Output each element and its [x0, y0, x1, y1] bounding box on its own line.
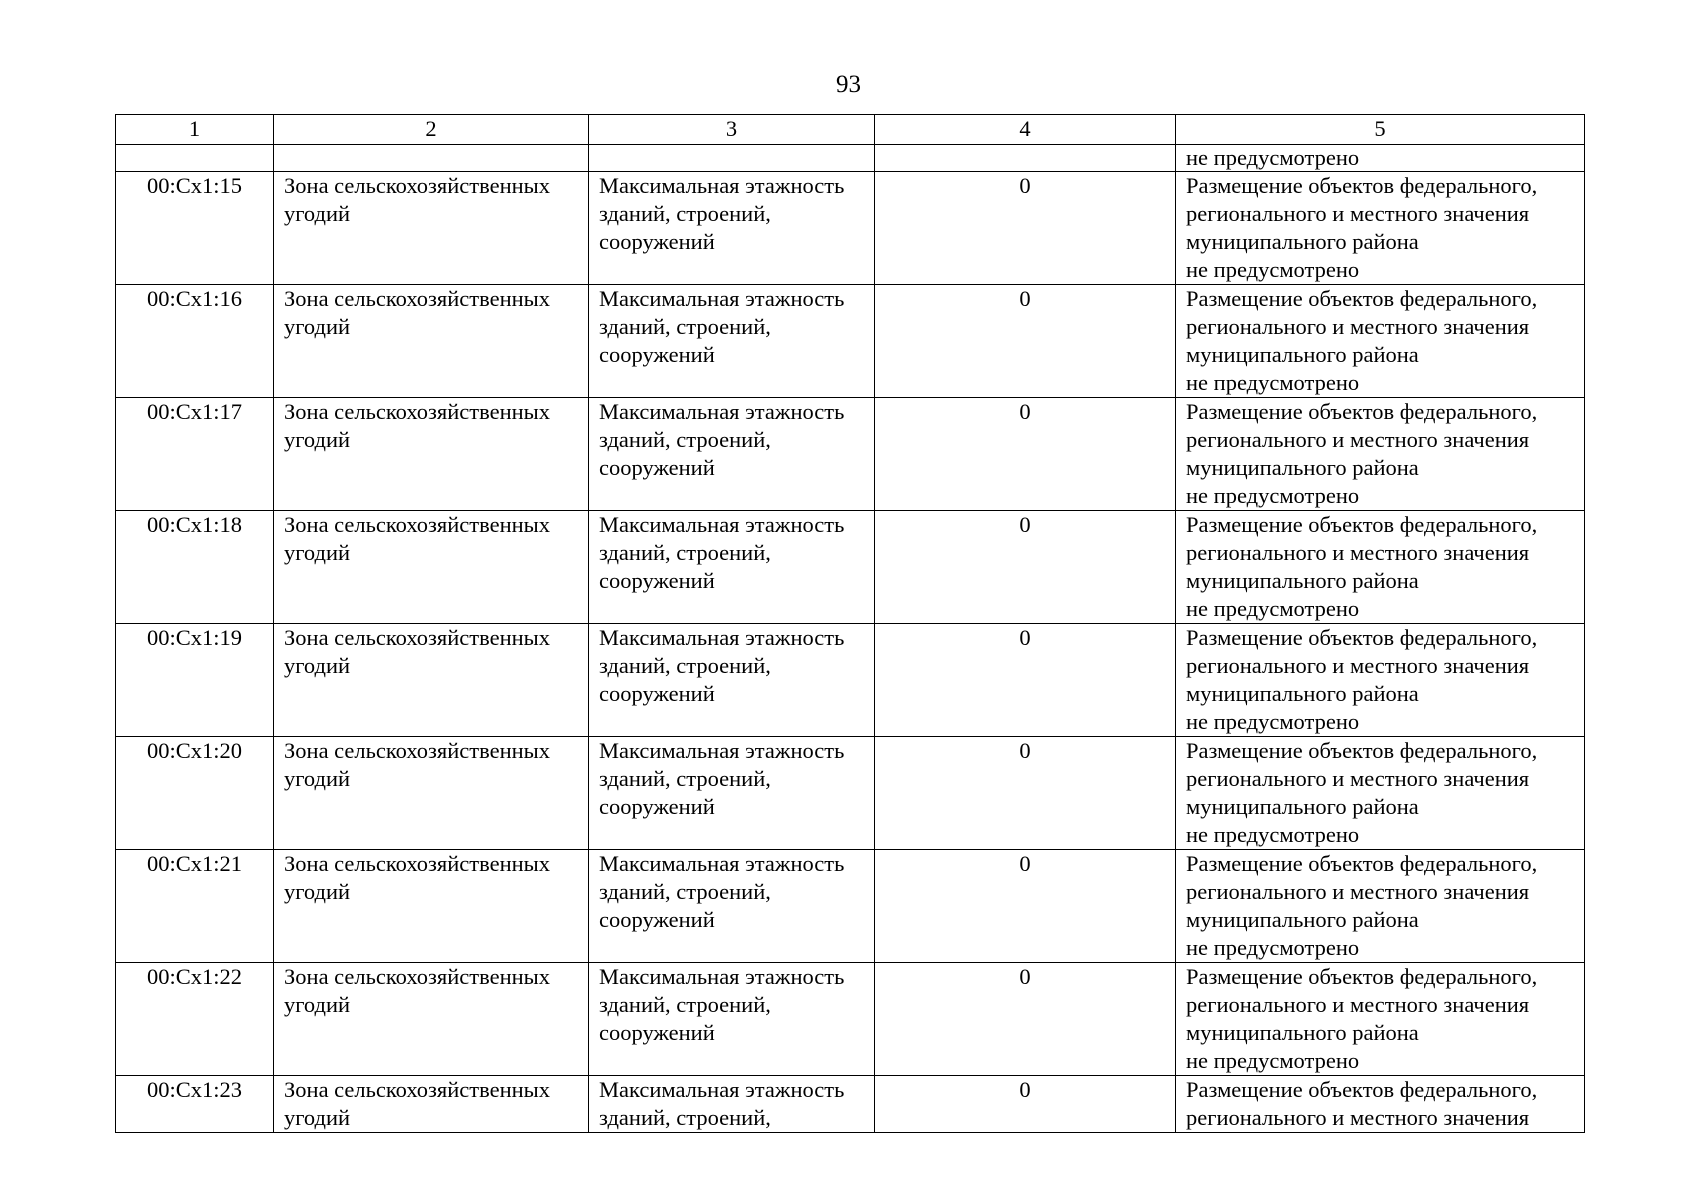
note-cell-line: муниципального района — [1186, 455, 1419, 480]
parameter-cell-line: сооружений — [599, 455, 715, 480]
parameter-cell-line: сооружений — [599, 342, 715, 367]
parameter-cell-line: зданий, строений, — [599, 201, 771, 226]
zone-code-cell: 00:Сх1:22 — [116, 963, 274, 1076]
table-header-row — [116, 115, 1585, 145]
parameter-value-cell: 0 — [875, 850, 1176, 963]
parameter-cell-line: зданий, строений, — [599, 427, 771, 452]
parameter-cell-line: Максимальная этажность — [599, 399, 845, 424]
parameter-cell — [589, 511, 875, 624]
zoning-table — [115, 114, 1585, 1133]
zone-name-cell — [274, 398, 589, 511]
continuation-cell-1 — [116, 145, 274, 172]
page-number: 93 — [836, 71, 861, 98]
continuation-cell-5: не предусмотрено — [1176, 145, 1585, 172]
zone-code-cell: 00:Сх1:21 — [116, 850, 274, 963]
note-cell-line: не предусмотрено — [1186, 935, 1360, 960]
parameter-cell-line: зданий, строений, — [599, 992, 771, 1017]
note-cell-line: регионального и местного значения — [1186, 201, 1530, 226]
parameter-cell — [589, 285, 875, 398]
table-row — [116, 737, 1585, 850]
zone-name-cell-line: Зона сельскохозяйственных — [284, 286, 551, 311]
note-cell-line: Размещение объектов федерального, — [1186, 964, 1538, 989]
column-number-2: 2 — [274, 115, 589, 145]
parameter-value-cell: 0 — [875, 511, 1176, 624]
parameter-cell-line: Максимальная этажность — [599, 512, 845, 537]
parameter-value-cell: 0 — [875, 963, 1176, 1076]
parameter-cell-line: Максимальная этажность — [599, 964, 845, 989]
parameter-cell-line: Максимальная этажность — [599, 286, 845, 311]
parameter-value-cell: 0 — [875, 285, 1176, 398]
note-cell-line: регионального и местного значения — [1186, 1105, 1530, 1130]
parameter-cell — [589, 850, 875, 963]
parameter-cell — [589, 624, 875, 737]
zone-name-cell — [274, 1076, 589, 1133]
note-cell — [1176, 624, 1585, 737]
parameter-cell-line: Максимальная этажность — [599, 1077, 845, 1102]
parameter-value-cell: 0 — [875, 624, 1176, 737]
parameter-value-cell: 0 — [875, 1076, 1176, 1133]
parameter-cell-line: сооружений — [599, 1020, 715, 1045]
note-cell-line: Размещение объектов федерального, — [1186, 286, 1538, 311]
zone-name-cell — [274, 624, 589, 737]
note-cell-line: регионального и местного значения — [1186, 653, 1530, 678]
zone-name-cell-line: Зона сельскохозяйственных — [284, 173, 551, 198]
table-row — [116, 1076, 1585, 1133]
note-cell-line: не предусмотрено — [1186, 370, 1360, 395]
note-cell-line: муниципального района — [1186, 907, 1419, 932]
table-row — [116, 285, 1585, 398]
zone-code-cell: 00:Сх1:17 — [116, 398, 274, 511]
table-row — [116, 850, 1585, 963]
note-cell-line: не предусмотрено — [1186, 822, 1360, 847]
zone-name-cell-line: Зона сельскохозяйственных — [284, 625, 551, 650]
note-cell-line: регионального и местного значения — [1186, 314, 1530, 339]
zone-code-cell: 00:Сх1:20 — [116, 737, 274, 850]
zone-name-cell — [274, 737, 589, 850]
table-row — [116, 624, 1585, 737]
zone-name-cell-line: угодий — [284, 540, 351, 565]
zone-name-cell-line: Зона сельскохозяйственных — [284, 512, 551, 537]
parameter-value-cell: 0 — [875, 737, 1176, 850]
parameter-cell — [589, 172, 875, 285]
zone-name-cell-line: Зона сельскохозяйственных — [284, 738, 551, 763]
note-cell — [1176, 1076, 1585, 1133]
zone-name-cell-line: Зона сельскохозяйственных — [284, 964, 551, 989]
zone-name-cell-line: угодий — [284, 1105, 351, 1130]
continuation-cell-2 — [274, 145, 589, 172]
note-cell — [1176, 963, 1585, 1076]
note-cell-line: Размещение объектов федерального, — [1186, 851, 1538, 876]
note-cell-line: муниципального района — [1186, 568, 1419, 593]
note-cell — [1176, 850, 1585, 963]
note-cell-line: регионального и местного значения — [1186, 992, 1530, 1017]
note-cell-line: Размещение объектов федерального, — [1186, 512, 1538, 537]
parameter-value-cell: 0 — [875, 398, 1176, 511]
table-row — [116, 398, 1585, 511]
parameter-cell-line: сооружений — [599, 568, 715, 593]
zone-code-cell: 00:Сх1:23 — [116, 1076, 274, 1133]
column-number-3: 3 — [589, 115, 875, 145]
table-row — [116, 963, 1585, 1076]
note-cell-line: муниципального района — [1186, 794, 1419, 819]
note-cell — [1176, 398, 1585, 511]
table-row — [116, 172, 1585, 285]
note-cell-line: муниципального района — [1186, 1020, 1419, 1045]
parameter-cell — [589, 1076, 875, 1133]
note-cell-line: не предусмотрено — [1186, 1048, 1360, 1073]
zone-name-cell — [274, 285, 589, 398]
zone-code-cell: 00:Сх1:18 — [116, 511, 274, 624]
note-cell-line: муниципального района — [1186, 681, 1419, 706]
zone-name-cell — [274, 963, 589, 1076]
zone-name-cell-line: угодий — [284, 992, 351, 1017]
note-cell-line: регионального и местного значения — [1186, 879, 1530, 904]
note-cell-line: не предусмотрено — [1186, 257, 1360, 282]
parameter-cell-line: сооружений — [599, 229, 715, 254]
note-cell-line: регионального и местного значения — [1186, 427, 1530, 452]
note-cell-line: Размещение объектов федерального, — [1186, 1077, 1538, 1102]
parameter-cell-line: зданий, строений, — [599, 653, 771, 678]
note-cell-line: Размещение объектов федерального, — [1186, 173, 1538, 198]
note-cell — [1176, 737, 1585, 850]
zone-code-cell: 00:Сх1:15 — [116, 172, 274, 285]
zone-name-cell — [274, 172, 589, 285]
column-number-1: 1 — [116, 115, 274, 145]
note-cell-line: не предусмотрено — [1186, 709, 1360, 734]
parameter-cell-line: сооружений — [599, 907, 715, 932]
zone-name-cell — [274, 850, 589, 963]
note-cell-line: не предусмотрено — [1186, 483, 1360, 508]
column-number-4: 4 — [875, 115, 1176, 145]
zone-name-cell-line: угодий — [284, 653, 351, 678]
note-cell-line: муниципального района — [1186, 229, 1419, 254]
parameter-cell-line: сооружений — [599, 681, 715, 706]
parameter-cell-line: Максимальная этажность — [599, 625, 845, 650]
continuation-cell-3 — [589, 145, 875, 172]
note-cell-line: Размещение объектов федерального, — [1186, 625, 1538, 650]
zone-name-cell-line: угодий — [284, 879, 351, 904]
parameter-cell-line: Максимальная этажность — [599, 851, 845, 876]
parameter-cell-line: Максимальная этажность — [599, 173, 845, 198]
zone-name-cell-line: Зона сельскохозяйственных — [284, 399, 551, 424]
note-cell — [1176, 285, 1585, 398]
parameter-cell — [589, 963, 875, 1076]
zone-code-cell: 00:Сх1:19 — [116, 624, 274, 737]
parameter-value-cell: 0 — [875, 172, 1176, 285]
note-cell — [1176, 511, 1585, 624]
parameter-cell-line: зданий, строений, — [599, 879, 771, 904]
parameter-cell-line: зданий, строений, — [599, 766, 771, 791]
zone-name-cell — [274, 511, 589, 624]
table-row — [116, 511, 1585, 624]
note-cell-line: не предусмотрено — [1186, 596, 1360, 621]
parameter-cell-line: зданий, строений, — [599, 1105, 771, 1130]
note-cell — [1176, 172, 1585, 285]
parameter-cell-line: сооружений — [599, 794, 715, 819]
note-cell-line: муниципального района — [1186, 342, 1419, 367]
parameter-cell-line: Максимальная этажность — [599, 738, 845, 763]
zone-name-cell-line: Зона сельскохозяйственных — [284, 1077, 551, 1102]
zone-name-cell-line: угодий — [284, 314, 351, 339]
column-number-5: 5 — [1176, 115, 1585, 145]
zone-name-cell-line: угодий — [284, 427, 351, 452]
zone-name-cell-line: Зона сельскохозяйственных — [284, 851, 551, 876]
note-cell-line: регионального и местного значения — [1186, 766, 1530, 791]
continuation-cell-4 — [875, 145, 1176, 172]
note-cell-line: Размещение объектов федерального, — [1186, 738, 1538, 763]
zone-code-cell: 00:Сх1:16 — [116, 285, 274, 398]
continuation-row — [116, 145, 1585, 172]
parameter-cell — [589, 398, 875, 511]
note-cell-line: Размещение объектов федерального, — [1186, 399, 1538, 424]
zone-name-cell-line: угодий — [284, 201, 351, 226]
note-cell-line: регионального и местного значения — [1186, 540, 1530, 565]
parameter-cell-line: зданий, строений, — [599, 540, 771, 565]
parameter-cell — [589, 737, 875, 850]
parameter-cell-line: зданий, строений, — [599, 314, 771, 339]
zone-name-cell-line: угодий — [284, 766, 351, 791]
